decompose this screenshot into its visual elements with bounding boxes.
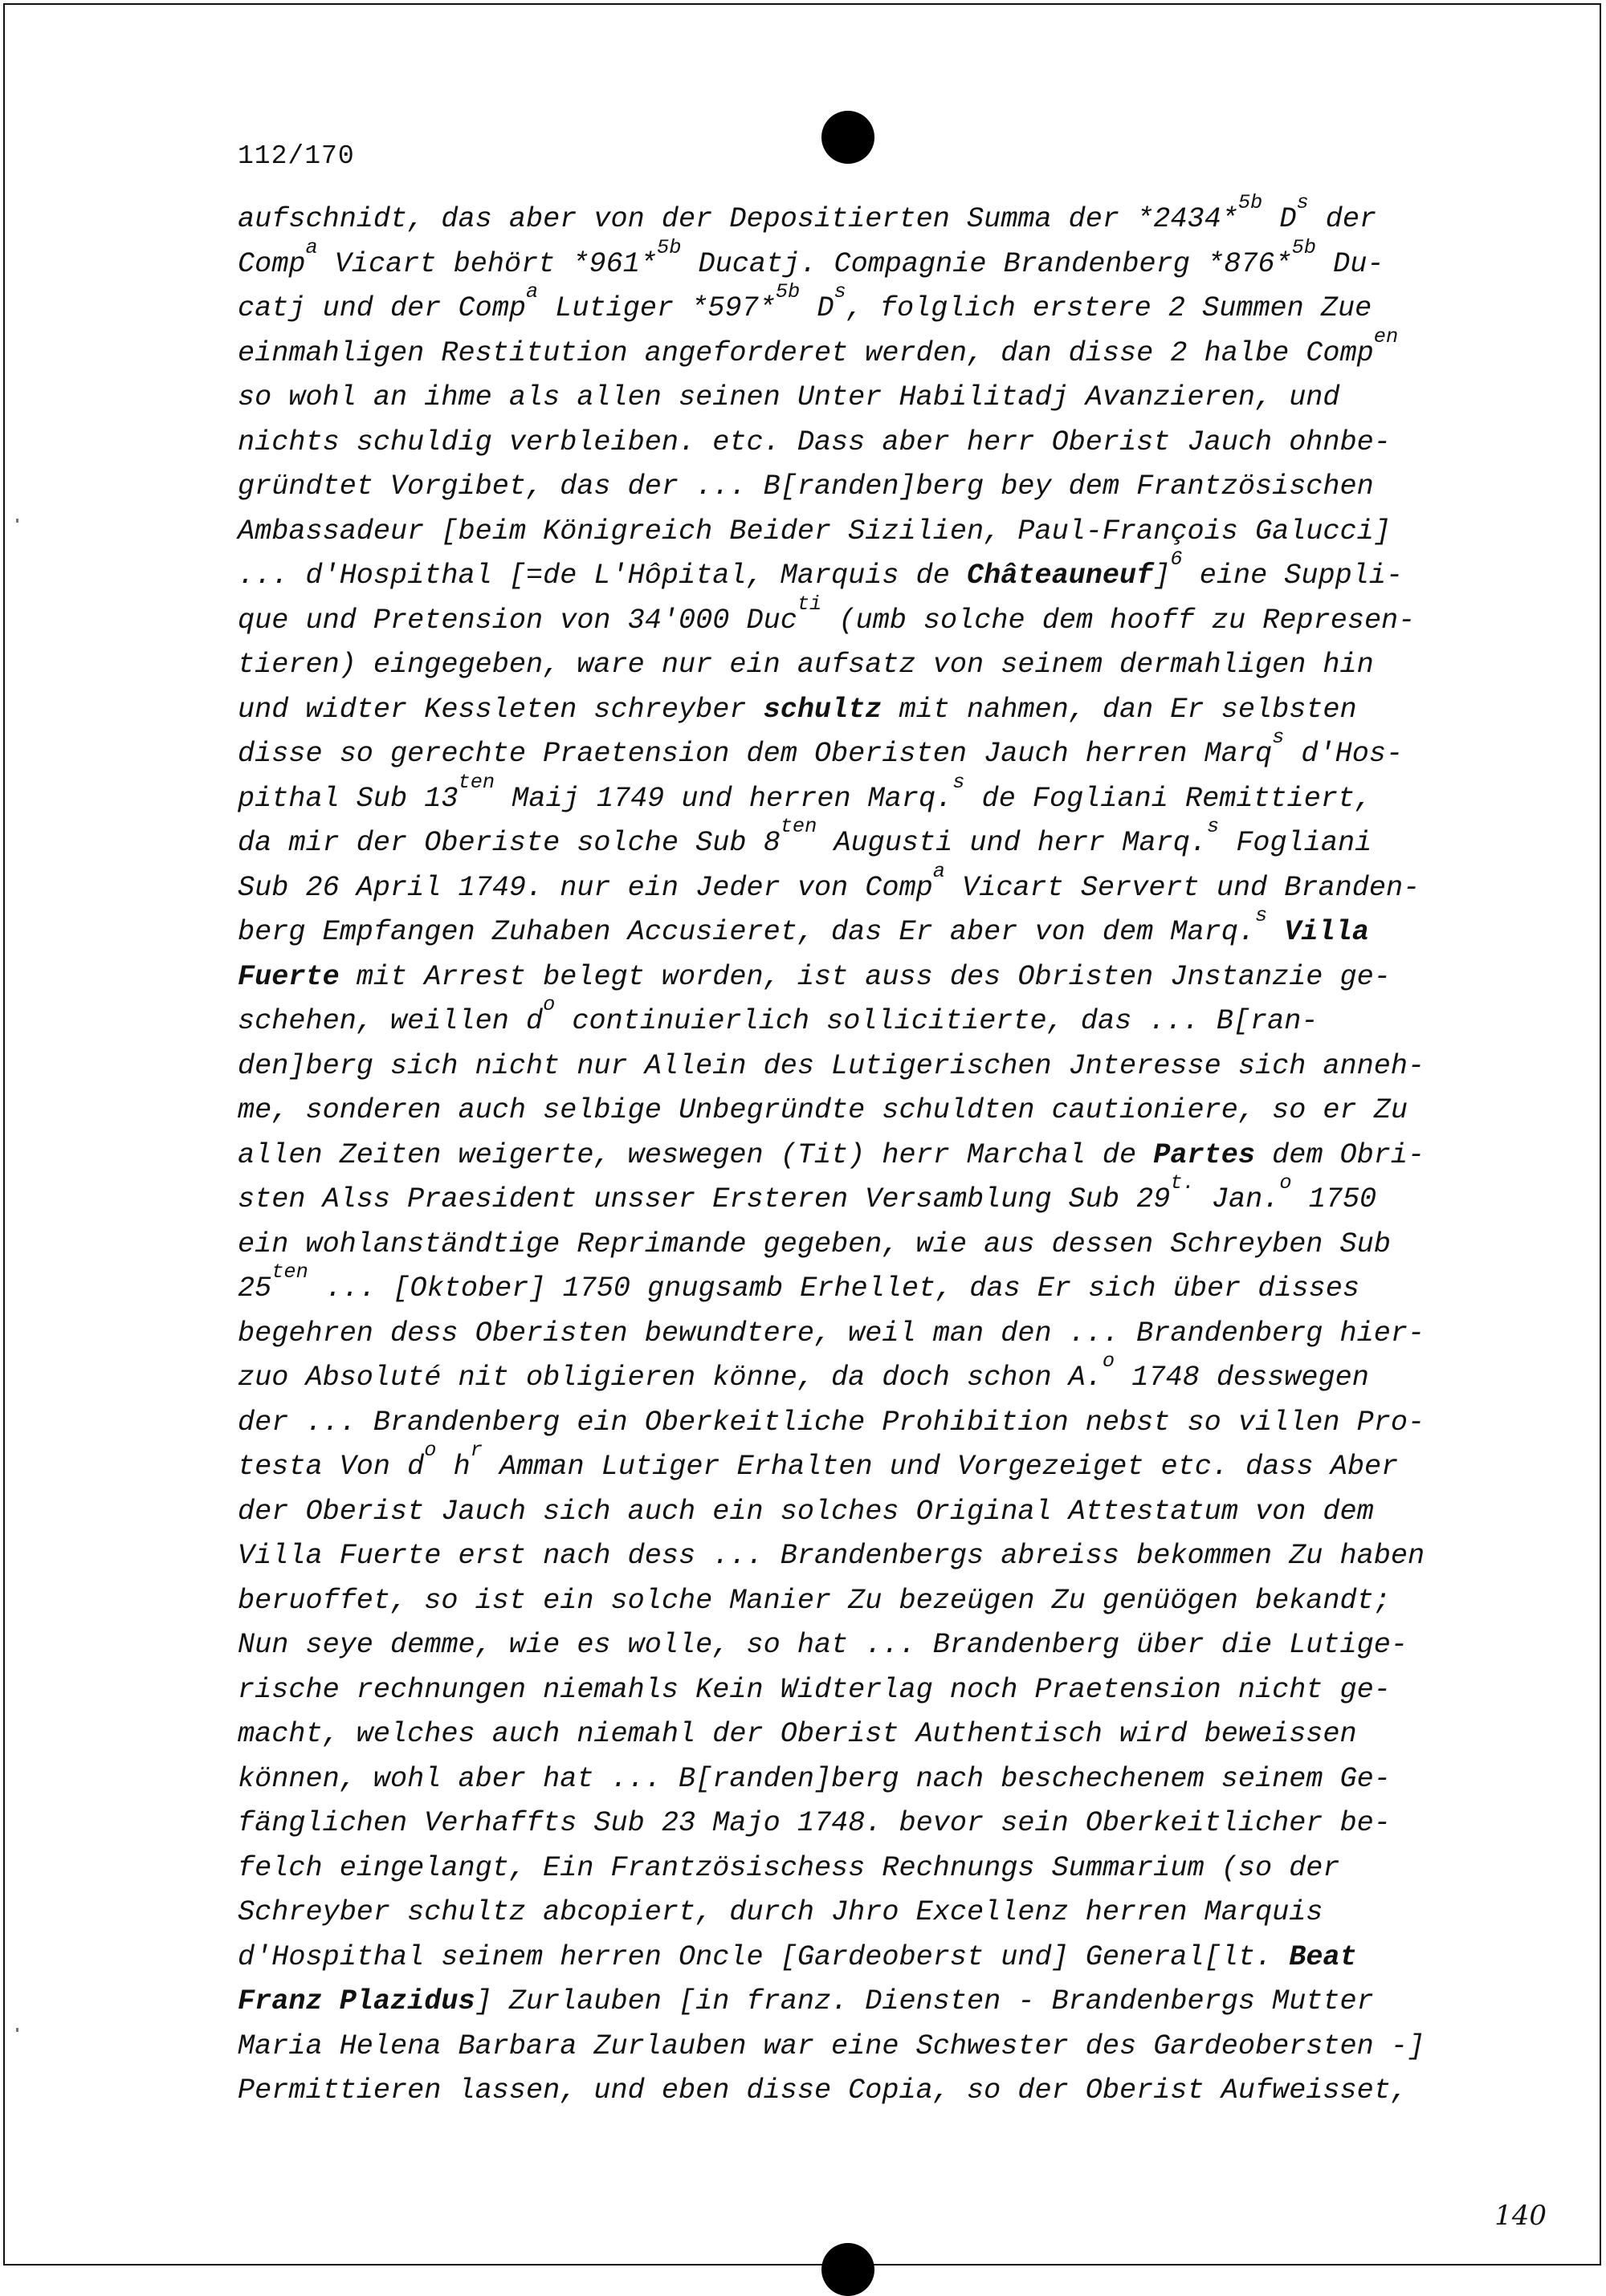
text-line	[238, 1089, 1474, 1134]
text-run: Vicart behört *961*	[317, 247, 657, 280]
superscript: o	[1102, 1350, 1115, 1374]
text-run: Nun seye demme, wie es wolle, so hat ... Brandenberg über die Lutige-	[238, 1629, 1408, 1661]
text-line	[238, 2069, 1474, 2114]
text-run: d'Hospithal seinem herren Oncle [Gardeoberst und] General[lt.	[238, 1940, 1290, 1973]
text-run: aufschnidt, das aber von der Depositierten Summa der *2434*	[238, 203, 1238, 235]
text-run: Ducatj. Compagnie Brandenberg *876*	[681, 247, 1292, 280]
text-line	[238, 904, 1474, 955]
text-line	[238, 1980, 1474, 2025]
text-run: continuierlich sollicitierte, das ... B[ran-	[555, 1005, 1319, 1037]
text-line	[238, 324, 1474, 377]
text-run: dem Obri-	[1254, 1138, 1425, 1171]
text-line	[238, 770, 1474, 822]
text-run: begehren dess Oberisten bewundtere, weil man den ... Brandenberg hier-	[238, 1317, 1425, 1350]
text-run: Augusti und herr Marq.	[817, 827, 1207, 859]
superscript: s	[834, 280, 846, 304]
text-line	[238, 1891, 1474, 1936]
superscript: 5b	[1237, 191, 1263, 215]
superscript: o	[1279, 1171, 1292, 1195]
text-run: Sub 26 April 1749. nur ein Jeder von Comp	[238, 871, 933, 904]
text-run: D	[1262, 203, 1297, 235]
superscript: a	[525, 280, 539, 304]
text-run: und widter Kessleten schreyber	[238, 693, 764, 726]
text-line	[238, 191, 1474, 242]
text-run: catj und der Comp	[238, 292, 526, 324]
text-line	[238, 859, 1474, 911]
superscript: r	[470, 1439, 483, 1463]
text-run: einmahligen Restitution angeforderet werden, dan disse 2 halbe Comp	[238, 336, 1374, 369]
text-run: 25	[238, 1272, 272, 1305]
text-run: Lutiger *597*	[538, 292, 776, 324]
text-run: Amman Lutiger Erhalten und Vorgezeiget etc. dass Aber	[482, 1451, 1399, 1483]
text-run: ... [Oktober] 1750 gnugsamb Erhellet, das Er sich über disses	[308, 1272, 1360, 1305]
superscript: s	[1296, 191, 1309, 215]
text-run: der ... Brandenberg ein Oberkeitliche Prohibition nebst so villen Pro-	[238, 1406, 1425, 1439]
transcription-body	[238, 191, 1474, 2114]
bold-name: Villa	[1284, 916, 1369, 948]
superscript: ten	[780, 815, 817, 839]
text-line	[238, 643, 1474, 688]
text-run: Schreyber schultz abcopiert, durch Jhro Excellenz herren Marquis	[238, 1896, 1323, 1928]
superscript: s	[1272, 726, 1285, 750]
text-run: beruoffet, so ist ein solche Manier Zu bezeügen Zu genüögen bekandt;	[238, 1584, 1391, 1617]
text-run: pithal Sub 13	[238, 782, 459, 815]
document-reference: 112/170	[238, 141, 355, 171]
text-line	[238, 1534, 1474, 1579]
text-line	[238, 993, 1474, 1044]
superscript: o	[424, 1439, 437, 1463]
bold-name: Châteauneuf	[967, 560, 1154, 592]
superscript: 5b	[657, 235, 682, 259]
text-run: der	[1308, 203, 1377, 235]
text-run: de Fogliani Remittiert,	[964, 782, 1372, 815]
text-line	[238, 376, 1474, 421]
text-run: rische rechnungen niemahls Kein Widterlag noch Praetension nicht ge-	[238, 1673, 1391, 1706]
text-line	[238, 688, 1474, 733]
text-line	[238, 1171, 1474, 1223]
text-line	[238, 421, 1474, 466]
punch-hole-mark-bottom	[821, 2243, 874, 2296]
text-run: nichts schuldig verbleiben. etc. Dass aber herr Oberist Jauch ohnbe-	[238, 425, 1391, 458]
punch-hole-mark	[821, 111, 874, 164]
text-run: d'Hos-	[1284, 738, 1404, 770]
text-line	[238, 1350, 1474, 1401]
text-run: Comp	[238, 247, 306, 280]
text-run	[1267, 916, 1284, 948]
superscript: s	[1207, 815, 1220, 839]
superscript: 5b	[775, 280, 801, 304]
text-run: ]	[1153, 560, 1171, 592]
text-run: que und Pretension von 34'000 Duc	[238, 604, 797, 637]
text-run: Maria Helena Barbara Zurlauben war eine Schwester des Gardeobersten -]	[238, 2029, 1425, 2062]
text-run: D	[800, 292, 834, 324]
text-run: eine Suppli-	[1182, 560, 1404, 592]
text-line	[238, 1260, 1474, 1312]
superscript: a	[932, 859, 945, 883]
text-line	[238, 815, 1474, 866]
text-line	[238, 1223, 1474, 1268]
superscript: ti	[797, 592, 822, 616]
text-line	[238, 1846, 1474, 1891]
text-run: felch eingelangt, Ein Frantzösischess Rechnungs Summarium (so der	[238, 1851, 1340, 1884]
superscript: 5b	[1291, 235, 1316, 259]
bold-name: Partes	[1153, 1138, 1255, 1171]
text-line	[238, 1623, 1474, 1668]
text-run: fänglichen Verhaffts Sub 23 Majo 1748. bevor sein Oberkeitlicher be-	[238, 1807, 1391, 1839]
superscript: a	[305, 235, 318, 259]
text-run: Du-	[1316, 247, 1384, 280]
text-line	[238, 1490, 1474, 1535]
text-run: me, sonderen auch selbige Unbegründte schuldten cautioniere, so er Zu	[238, 1094, 1408, 1126]
text-line	[238, 1668, 1474, 1713]
bold-name: Fuerte	[238, 960, 340, 993]
text-line	[238, 1801, 1474, 1846]
text-run: schehen, weillen d	[238, 1005, 544, 1037]
text-run: berg Empfangen Zuhaben Accusieret, das Er aber von dem Marq.	[238, 916, 1255, 948]
text-run: so wohl an ihme als allen seinen Unter Habilitadj Avanzieren, und	[238, 381, 1340, 413]
text-run: allen Zeiten weigerte, weswegen (Tit) herr Marchal de	[238, 1138, 1154, 1171]
text-run: Vicart Servert und Branden-	[944, 871, 1421, 904]
text-line	[238, 2025, 1474, 2070]
text-run: ] Zurlauben [in franz. Diensten - Brandenbergs Mutter	[475, 1985, 1374, 2017]
text-run: tieren) eingegeben, ware nur ein aufsatz von seinem dermahligen hin	[238, 649, 1374, 681]
scan-speck	[16, 2028, 18, 2032]
folio-number: 140	[1494, 2200, 1547, 2232]
scan-speck	[16, 519, 18, 523]
text-line	[238, 1044, 1474, 1089]
text-run: Permittieren lassen, und eben disse Copia, so der Oberist Aufweisset,	[238, 2074, 1408, 2107]
text-run: können, wohl aber hat ... B[randen]berg nach beschechenem seinem Ge-	[238, 1762, 1391, 1795]
superscript: o	[543, 993, 556, 1017]
text-run: , folglich erstere 2 Summen Zue	[846, 292, 1372, 324]
text-run: macht, welches auch niemahl der Oberist Authentisch wird beweissen	[238, 1718, 1357, 1750]
text-run: Maij 1749 und herren Marq.	[495, 782, 953, 815]
text-line	[238, 726, 1474, 777]
text-run: zuo Absoluté nit obligieren könne, da doch schon A.	[238, 1362, 1103, 1394]
text-line	[238, 1312, 1474, 1357]
text-line	[238, 510, 1474, 555]
text-run: ... d'Hospithal [=de L'Hôpital, Marquis de	[238, 560, 967, 592]
superscript: s	[1254, 904, 1268, 928]
text-line	[238, 1401, 1474, 1446]
text-run: der Oberist Jauch sich auch ein solches Original Attestatum von dem	[238, 1495, 1374, 1528]
text-run: sten Alss Praesident unsser Ersteren Versamblung Sub 29	[238, 1183, 1171, 1215]
text-run: testa Von d	[238, 1451, 425, 1483]
text-run: h	[436, 1451, 471, 1483]
text-line	[238, 955, 1474, 1000]
superscript: ten	[271, 1260, 308, 1284]
text-run: Villa Fuerte erst nach dess ... Brandenbergs abreiss bekommen Zu haben	[238, 1540, 1425, 1572]
text-run: gründtet Vorgibet, das der ... B[randen]berg bey dem Frantzösischen	[238, 470, 1374, 503]
bold-name: schultz	[763, 693, 882, 726]
text-run: ein wohlanständtige Reprimande gegeben, wie aus dessen Schreyben Sub	[238, 1227, 1391, 1260]
text-run: 1750	[1291, 1183, 1377, 1215]
text-run: 1748 desswegen	[1115, 1362, 1369, 1394]
superscript: ten	[458, 770, 495, 794]
text-run: Jan.	[1194, 1183, 1280, 1215]
text-line	[238, 592, 1474, 644]
text-run: Fogliani	[1219, 827, 1372, 859]
text-line	[238, 1579, 1474, 1624]
text-run: (umb solche dem hooff zu Represen-	[821, 604, 1416, 637]
text-line	[238, 1757, 1474, 1802]
text-line	[238, 1936, 1474, 1981]
superscript: en	[1373, 324, 1399, 348]
superscript: 6	[1170, 548, 1183, 572]
text-run: da mir der Oberiste solche Sub 8	[238, 827, 781, 859]
bold-name: Beat	[1289, 1940, 1357, 1973]
document-page	[3, 3, 1601, 2265]
text-run: mit nahmen, dan Er selbsten	[882, 693, 1357, 726]
text-line	[238, 465, 1474, 510]
text-line	[238, 1439, 1474, 1490]
text-line	[238, 548, 1474, 599]
text-line	[238, 1712, 1474, 1757]
text-run: den]berg sich nicht nur Allein des Lutigerischen Jnteresse sich anneh-	[238, 1049, 1425, 1082]
text-run: mit Arrest belegt worden, ist auss des Obristen Jnstanzie ge-	[339, 960, 1391, 993]
text-line	[238, 280, 1474, 332]
superscript: t.	[1170, 1171, 1195, 1195]
text-line	[238, 235, 1474, 287]
bold-name: Franz Plazidus	[238, 1985, 475, 2017]
text-run: disse so gerechte Praetension dem Oberisten Jauch herren Marq	[238, 738, 1273, 770]
superscript: s	[952, 770, 965, 794]
text-run: Ambassadeur [beim Königreich Beider Sizilien, Paul-François Galucci]	[238, 515, 1391, 548]
